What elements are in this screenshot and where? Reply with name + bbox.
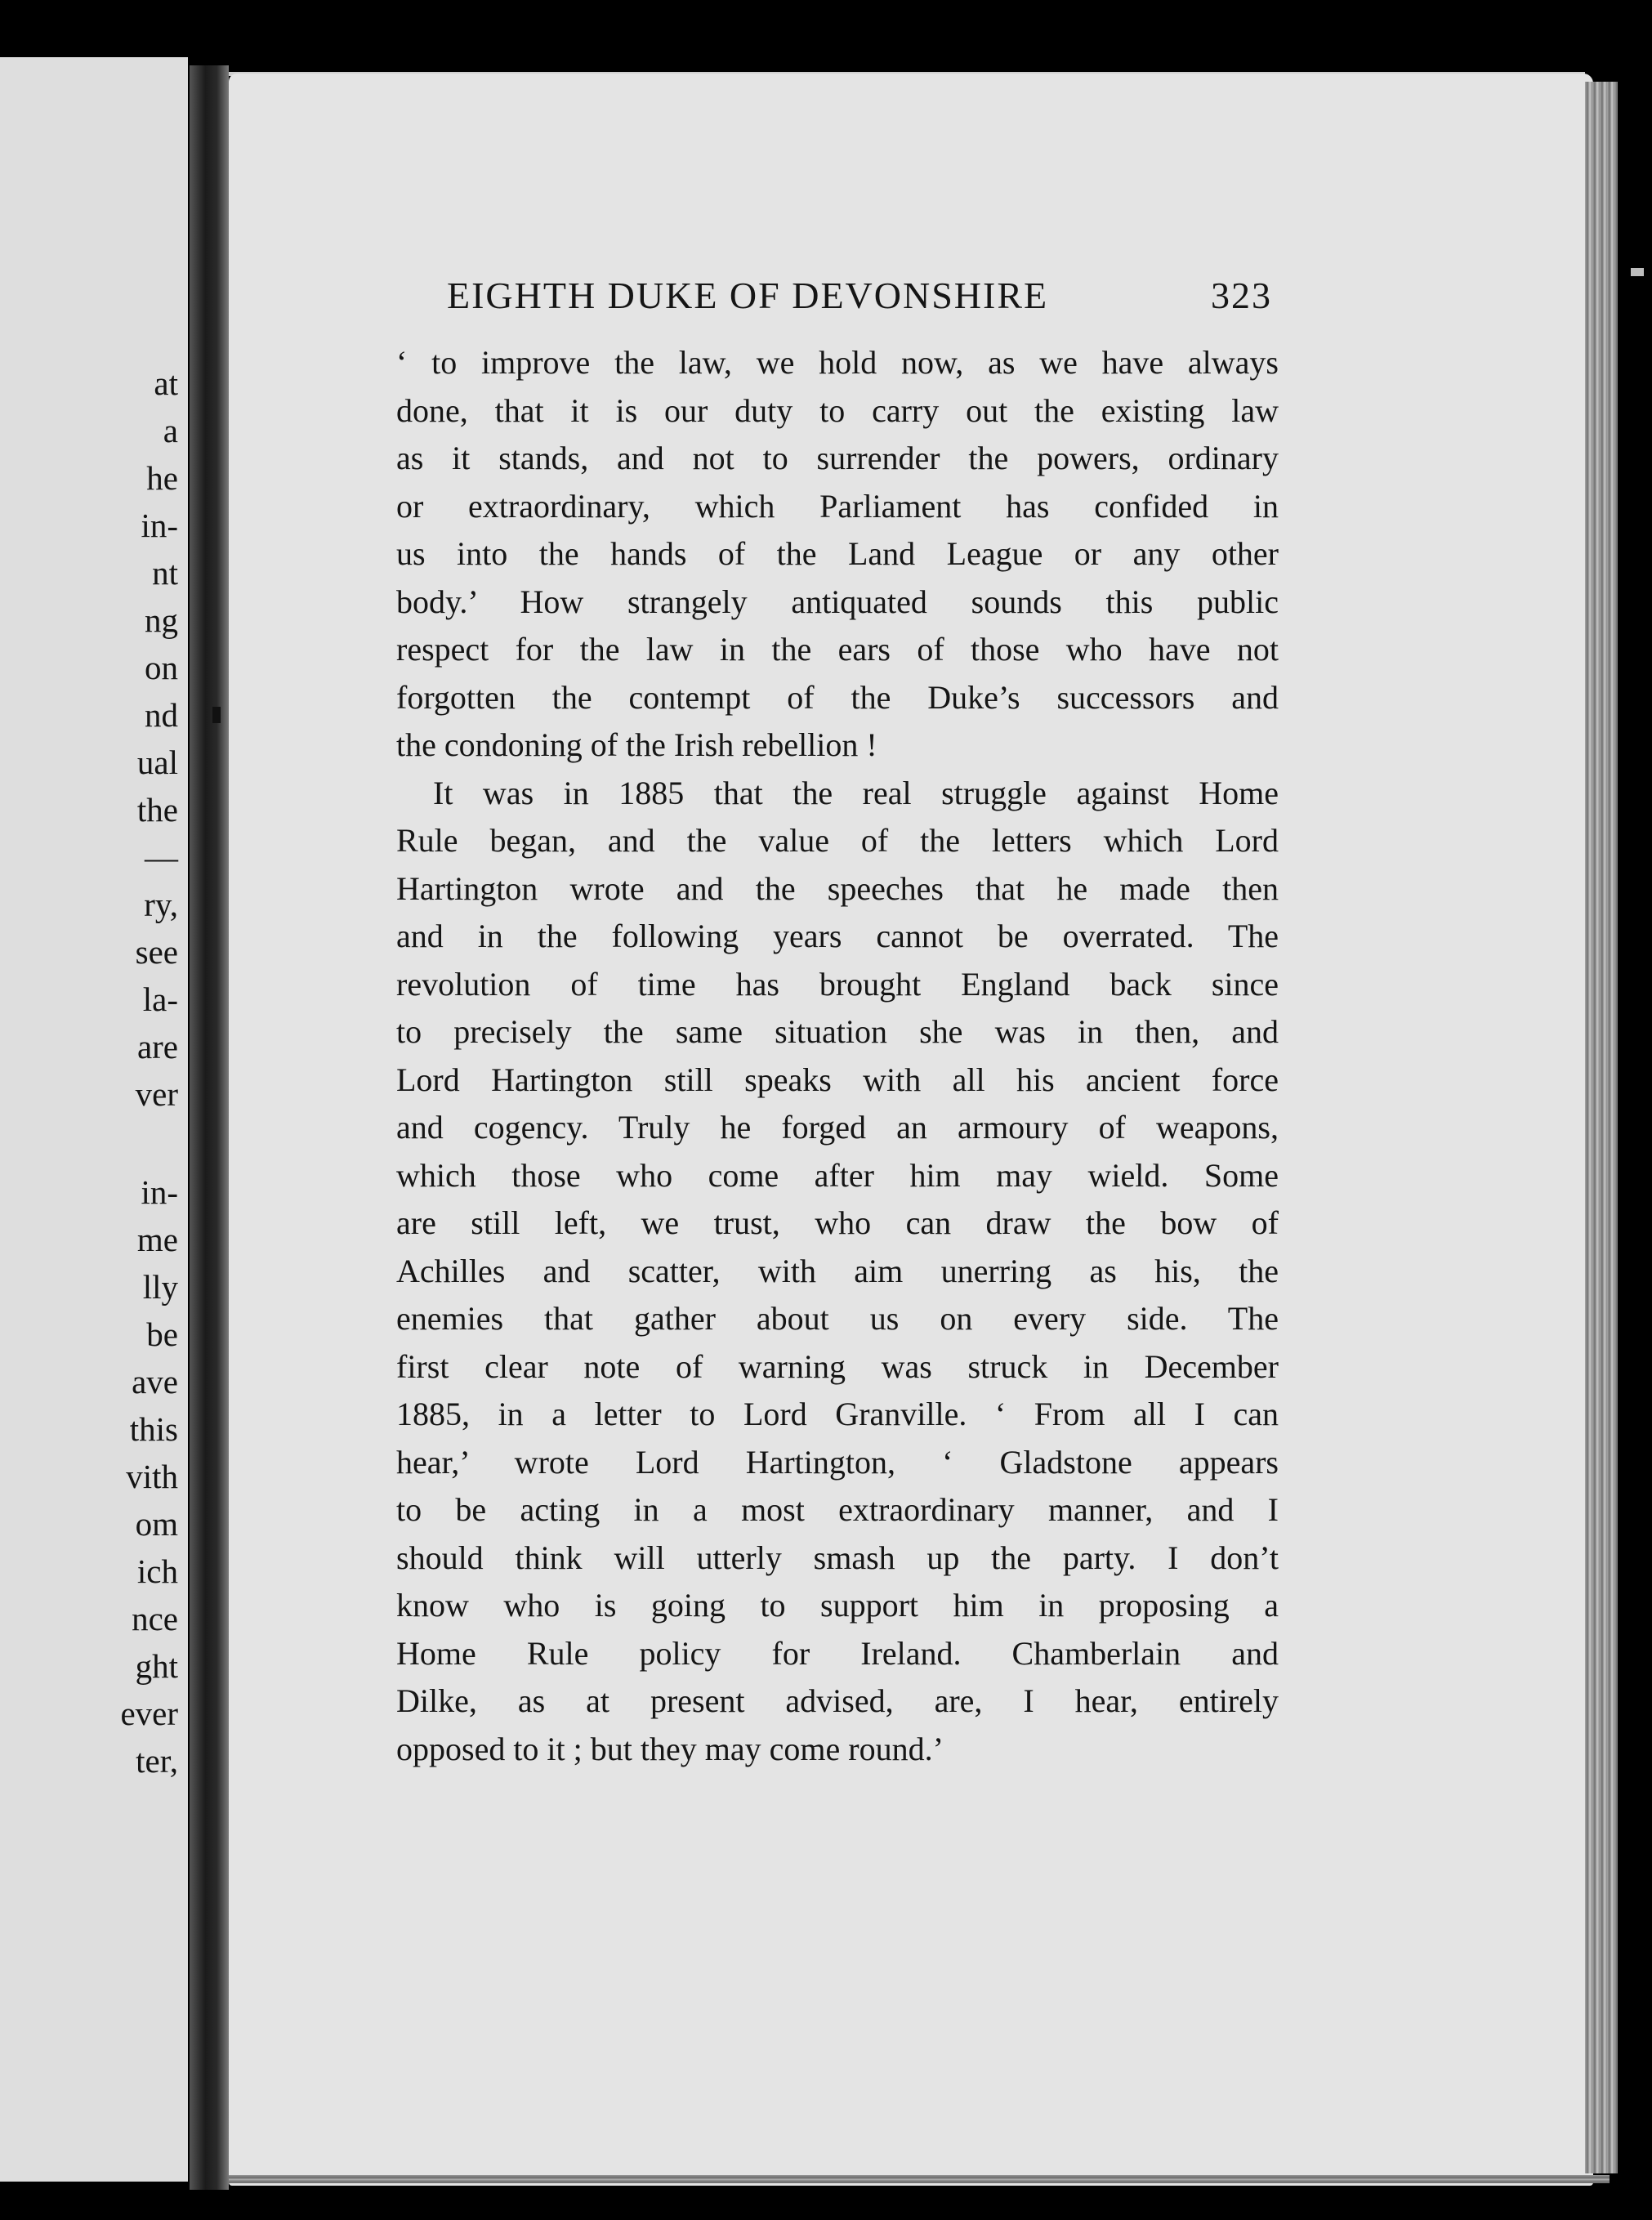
left-page-fragment: a [163,412,178,449]
left-page-fragment: be [146,1315,178,1353]
paragraph-first-line: It was in 1885 that the real struggle against Home [433,774,1279,811]
left-page-fragment: ver [135,1075,178,1113]
running-head [396,274,1279,339]
paragraph-end-line: the condoning of the Irish rebellion ! [396,726,877,763]
left-page-fragment: nt [152,554,178,592]
text-line: enemies that gather about us on every side. The [396,1300,1279,1337]
left-page-fragment: see [135,933,178,971]
left-page-fragment: om [135,1505,178,1543]
left-page-fragment: nce [132,1600,178,1637]
page-bottom-edge [229,2175,1610,2183]
book-gutter [190,65,229,2190]
left-page-fragment: — [145,838,178,876]
left-page-fragment: ual [136,744,178,781]
text-line: ‘ to improve the law, we hold now, as we have always [396,344,1279,381]
text-line: respect for the law in the ears of those who have not [396,631,1279,668]
left-page-fragment: ght [135,1647,178,1685]
left-page-fragment: ng [145,601,178,639]
text-line: Lord Hartington still speaks with all his ancient force [396,1061,1279,1098]
text-line: as it stands, and not to surrender the powers, ordinary [396,440,1279,476]
left-page-fragment: in- [141,1173,178,1211]
left-page-fragment: in- [141,507,178,544]
text-line: to precisely the same situation she was in then, and [396,1013,1279,1050]
text-line: us into the hands of the Land League or any other [396,535,1279,572]
left-page-fragment: ter, [136,1742,178,1780]
text-line: Dilke, as at present advised, are, I hear, entirely [396,1682,1279,1719]
text-line: to be acting in a most extraordinary manner, and I [396,1491,1279,1528]
text-line: are still left, we trust, who can draw the bow of [396,1204,1279,1241]
text-line: done, that it is our duty to carry out the existing law [396,391,1279,429]
paragraph-end-line: opposed to it ; but they may come round.’ [396,1730,944,1767]
text-line: should think will utterly smash up the party. I don’t [396,1539,1279,1576]
left-page-fragment: lly [142,1268,178,1306]
text-line: and in the following years cannot be overrated. The [396,918,1279,954]
text-line: Rule began, and the value of the letters which Lord [396,822,1279,859]
page-text-block [396,274,1279,1773]
text-line: and cogency. Truly he forged an armoury of weapons, [396,1109,1279,1146]
left-page-fragment: la- [142,980,178,1018]
text-line: or extraordinary, which Parliament has confided in [396,487,1279,525]
gutter-mark [212,707,221,723]
text-line: which those who come after him may wield. Some [396,1156,1279,1194]
left-page-fragment: ry, [144,886,178,923]
text-line: Home Rule policy for Ireland. Chamberlain and [396,1634,1279,1672]
text-line: forgotten the contempt of the Duke’s successors and [396,678,1279,716]
text-line: know who is going to support him in proposing a [396,1587,1279,1624]
left-page-fragment: the [136,791,178,829]
running-head-title: EIGHTH DUKE OF DEVONSHIRE [447,275,1049,316]
left-facing-page [0,57,188,2182]
left-page-fragment: vith [126,1458,178,1495]
left-page-fragment: ave [132,1363,178,1400]
left-page-fragment: me [136,1221,178,1258]
left-page-fragment: nd [145,696,178,734]
left-page-fragment: he [146,459,178,497]
page-fore-edge [1585,82,1618,2173]
left-page-fragment: ich [136,1552,178,1590]
text-line: body.’ How strangely antiquated sounds this public [396,583,1279,620]
left-page-fragment: on [145,649,178,686]
left-page-fragment: at [154,364,178,402]
text-line: Hartington wrote and the speeches that he made then [396,869,1279,907]
left-page-fragment: ever [120,1695,178,1732]
text-line: revolution of time has brought England back since [396,965,1279,1003]
left-page-fragment: are [136,1028,178,1065]
edge-mark [1631,268,1644,276]
text-line: hear,’ wrote Lord Hartington, ‘ Gladstone appears [396,1443,1279,1481]
left-page-fragment: this [129,1410,178,1448]
page-number: 323 [1211,275,1272,316]
text-line: Achilles and scatter, with aim unerring as his, the [396,1252,1279,1289]
text-line: first clear note of warning was struck in December [396,1347,1279,1385]
text-line: 1885, in a letter to Lord Granville. ‘ From all I can [396,1396,1279,1432]
